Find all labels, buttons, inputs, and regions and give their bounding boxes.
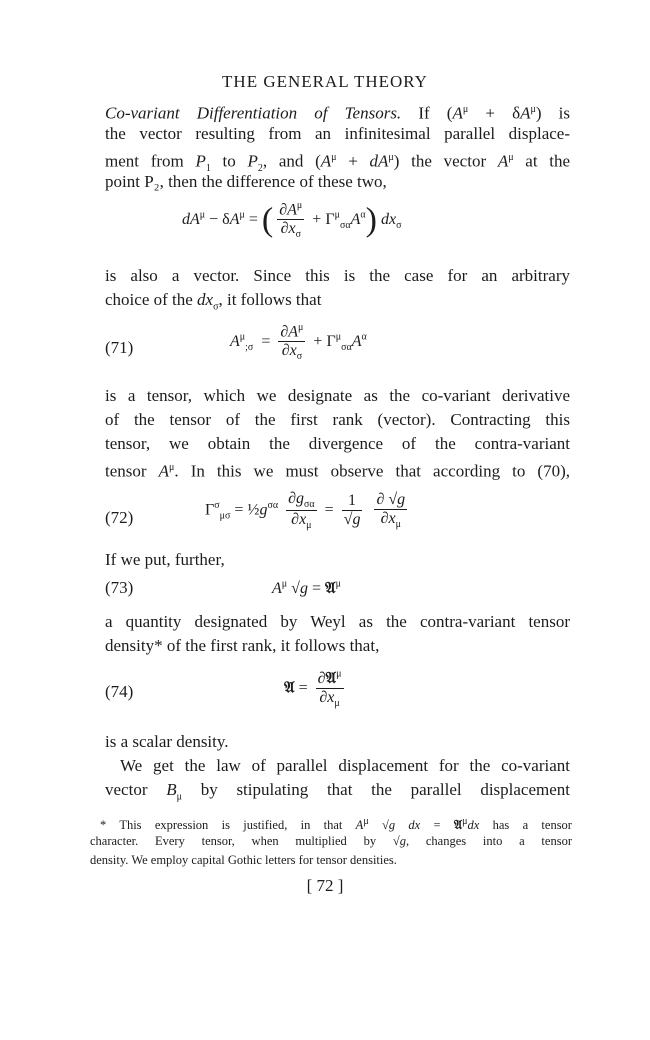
paragraph-line: tensor, we obtain the divergence of the contra-variant xyxy=(105,434,570,453)
paragraph-line: ment from $P_1$ to $P_2$, and $(A^\mu + dA^\mu)$ the vector $A^\mu$ at the xyxy=(105,151,571,175)
paragraph-line: a quantity designated by Weyl as the contra-variant tensor xyxy=(105,612,570,631)
footnote-line: density. We employ capital Gothic letters for tensor densities. xyxy=(90,853,397,867)
equation-number: (74) xyxy=(105,682,134,701)
footnote-line: character. Every tensor, when multiplied by √g, changes into a tensor xyxy=(90,834,572,848)
paragraph-line: is a tensor, which we designate as the co-variant derivative xyxy=(105,386,570,405)
equation-number: (72) xyxy=(105,508,134,527)
equation-74: 𝔄 = $\frac{\partial 𝔄^\mu}{\partial x_\mu}$ xyxy=(284,668,342,710)
equation-number: (73) xyxy=(105,578,134,597)
equation-difference: $dA^\mu - \delta A^\mu$ = ( $\frac{\partial A^\mu}{\partial x_\sigma}$ + $\Gamma^\mu_{\sigma\alpha}A^\alpha$) $dx_\sigma$ xyxy=(182,200,402,241)
paragraph-line: vector $B_\mu$ by stipulating that the parallel displacement xyxy=(105,780,571,803)
page-number: [ 72 ] xyxy=(306,876,344,895)
paragraph-line: We get the law of parallel displacement for the co-variant xyxy=(120,756,570,775)
equation-71: $A^\mu_{;\sigma}$ = $\frac{\partial A^\mu}{\partial x_\sigma}$ + $\Gamma^\mu_{\sigma\alpha}A^\alpha$ xyxy=(230,322,367,363)
footnote-line: * This expression is justified, in that $A^\mu$ √g dx = 𝔄$^\mu$dx has a tensor xyxy=(100,816,572,833)
paragraph-line: tensor $A^\mu$. In this we must observe that according to (70), xyxy=(105,461,570,481)
paragraph-line: choice of the $dx_\sigma$, it follows that xyxy=(105,290,322,313)
equation-72: $\Gamma^\sigma_{\mu\sigma}$ = $\frac{1}{2}g^{\sigma\alpha}$ $\frac{\partial g_{\sigma\alpha}}{\partial x_\mu}$ = $\frac{1}{√g}$ $\frac{\partial √g}{\partial x_\mu}$ xyxy=(205,490,406,532)
paragraph-line: the vector resulting from an infinitesimal parallel displace- xyxy=(105,124,570,143)
equation-73: $A^\mu$ √g = 𝔄$^\mu$ xyxy=(272,578,341,597)
paragraph-line: is also a vector. Since this is the case for an arbitrary xyxy=(105,266,570,285)
running-header: THE GENERAL THEORY xyxy=(222,72,428,91)
paragraph-line: point P₂, then the difference of these two, xyxy=(105,172,387,191)
section-title: Co-variant Differentiation of Tensors. xyxy=(105,103,402,123)
paragraph-line: of the tensor of the first rank (vector). Contracting this xyxy=(105,410,570,429)
paragraph-line: Co-variant Differentiation of Tensors. If $(A^\mu + \delta A^\mu)$ is xyxy=(105,103,570,123)
paragraph-line: is a scalar density. xyxy=(105,732,229,751)
paragraph-line: If we put, further, xyxy=(105,550,225,569)
equation-number: (71) xyxy=(105,338,134,357)
paragraph-line: density* of the first rank, it follows that, xyxy=(105,636,380,655)
